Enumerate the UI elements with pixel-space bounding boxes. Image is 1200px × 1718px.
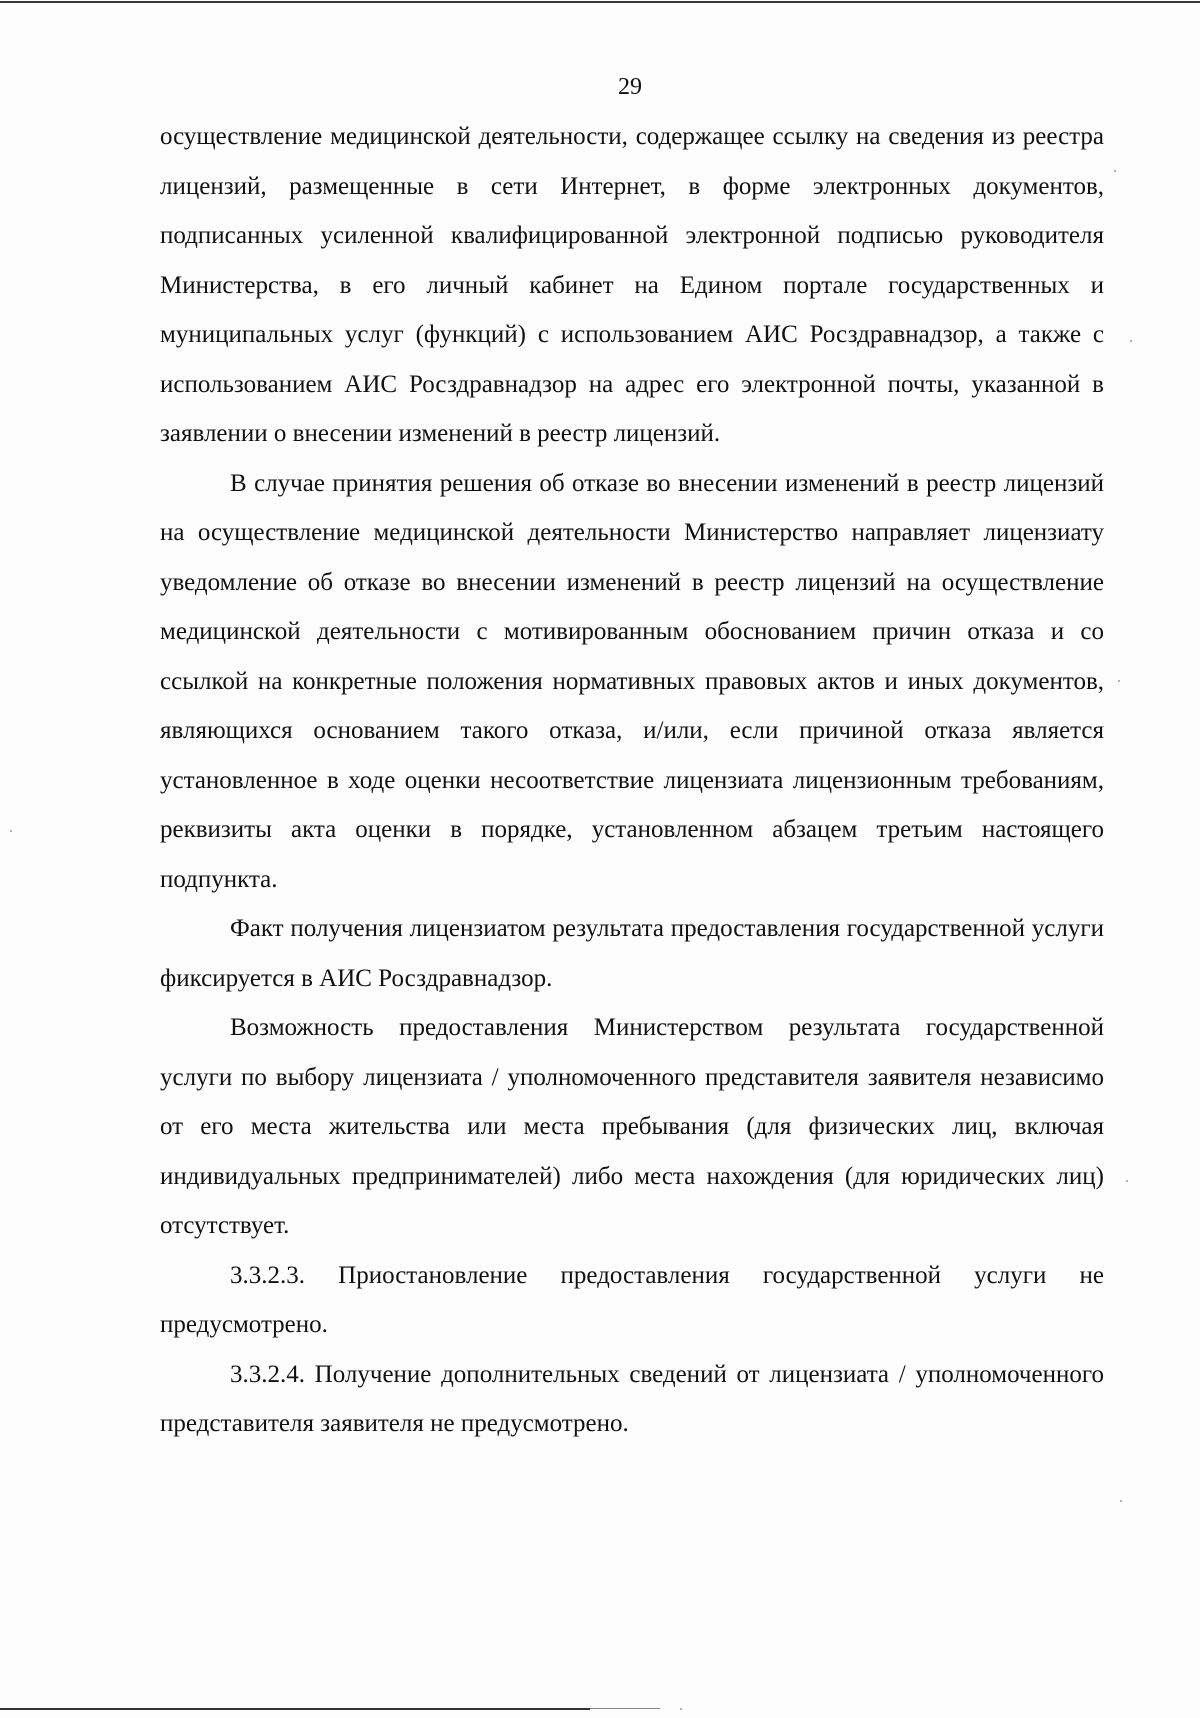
- scan-speck: [1114, 170, 1116, 172]
- bottom-border-line: [0, 1708, 590, 1710]
- scan-speck: [1120, 1500, 1122, 1502]
- scan-speck: [1126, 1180, 1128, 1182]
- paragraph-receipt-fact: Факт получения лицензиатом результата предоставления государственной услуги фиксируется в АИС Росздравнадзор.: [160, 915, 1104, 992]
- scan-speck: [680, 1708, 682, 1710]
- top-border-line: [0, 1, 1200, 3]
- paragraph-3-3-2-3: 3.3.2.3. Приостановление предоставления государственной услуги не предусмотрено.: [160, 1261, 1104, 1338]
- paragraph-3-3-2-4: 3.3.2.4. Получение дополнительных сведений от лицензиата / уполномоченного представителя заявителя не предусмотрено.: [160, 1360, 1104, 1437]
- paragraph-refusal-notice: В случае принятия решения об отказе во внесении изменений в реестр лицензий на осуществление медицинской деятельности Министерство направляет лицензиату уведомление об отказе во внесении изменений в реестр лицензий на осуществление медицинской деятельности с мотивированным обоснованием причин отказа и со ссылкой на конкретные положения нормативных правовых актов и иных документов, являющихся основанием такого отказа, и/или, если причиной отказа является установленное в ходе оценки несоответствие лицензиата лицензионным требованиям, реквизиты акта оценки в порядке, установленном абзацем третьим настоящего подпункта.: [160, 469, 1104, 893]
- page-number: 29: [618, 74, 642, 100]
- scan-speck: [1118, 680, 1120, 682]
- paragraph-continuation: осуществление медицинской деятельности, содержащее ссылку на сведения из реестра лицензий, размещенные в сети Интернет, в форме электронных документов, подписанных усиленной квалифицированной электронной подписью руководителя Министерства, в его личный кабинет на Едином портале государственных и муниципальных услуг (функций) с использованием АИС Росздравнадзор, а также с использованием АИС Росздравнадзор на адрес его электронной почты, указанной в заявлении о внесении изменений в реестр лицензий.: [160, 123, 1104, 447]
- bottom-border-line-faint: [590, 1708, 660, 1709]
- paragraph-extraterritorial: Возможность предоставления Министерством результата государственной услуги по выбору лицензиата / уполномоченного представителя заявителя независимо от его места жительства или места пребывания (для физических лиц, включая индивидуальных предпринимателей) либо места нахождения (для юридических лиц) отсутствует.: [160, 1014, 1104, 1239]
- document-body: [160, 112, 1104, 1449]
- scan-speck: [1130, 340, 1132, 342]
- scan-speck: [10, 830, 12, 832]
